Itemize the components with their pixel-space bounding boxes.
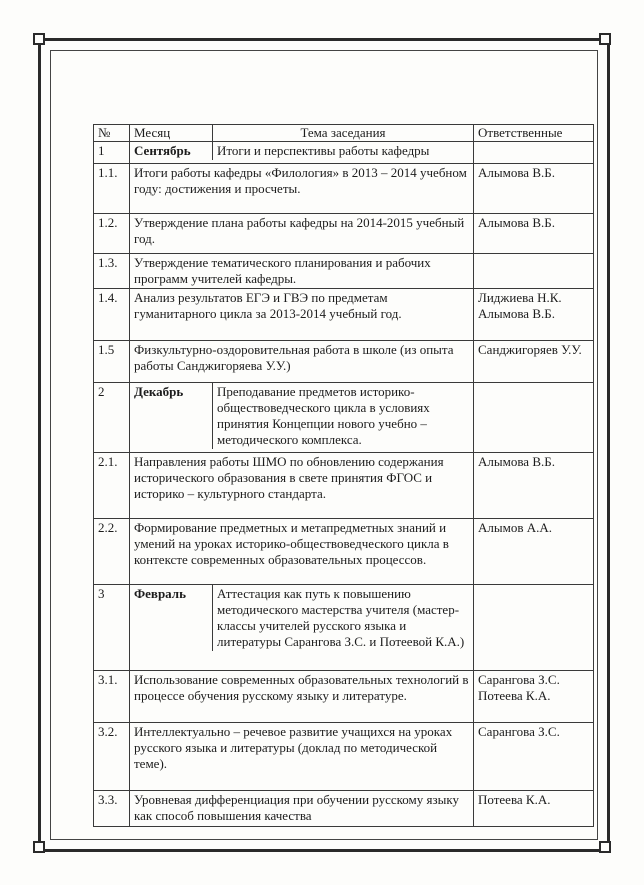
row-responsible: Алымова В.Б. [474,164,594,214]
row-responsible: Алымова В.Б. [474,453,594,519]
row-topic: Анализ результатов ЕГЭ и ГВЭ по предметам гуманитарного цикла за 2013-2014 учебный год. [130,289,474,341]
row-responsible [474,142,594,164]
row-topic: Итоги работы кафедры «Филология» в 2013 – 2014 учебном году: достижения и просчеты. [130,164,474,214]
row-num: 1.5 [94,341,130,383]
row-topic: Формирование предметных и метапредметных знаний и умений на уроках историко-обществоведческого цикла в контексте современных образовательных процессов. [130,519,474,585]
row-topic: Преподавание предметов историко-обществоведческого цикла в условиях принятия Концепции нового учебно – методического комплекса. [217,384,430,447]
table-row [94,723,594,791]
header-responsible: Ответственные [474,125,594,142]
table-row [94,254,594,289]
row-responsible [474,254,594,289]
row-topic: Интеллектуально – речевое развитие учащихся на уроках русского языка и литературы (доклад по методической теме). [130,723,474,791]
row-topic: Утверждение плана работы кафедры на 2014-2015 учебный год. [130,214,474,254]
row-num: 2 [94,383,130,453]
table-row [94,289,594,341]
row-num: 2.2. [94,519,130,585]
header-topic: Тема заседания [300,125,386,140]
table-row [94,585,594,671]
table-row [94,791,594,827]
row-num: 3.2. [94,723,130,791]
row-month: Февраль [130,585,213,651]
row-num: 1.4. [94,289,130,341]
header-num: № [94,125,130,142]
table-row [94,142,594,164]
row-responsible: Санджигоряев У.У. [474,341,594,383]
row-topic: Использование современных образовательных технологий в процессе обучения русскому языку и литературе. [130,671,474,723]
table-row [94,671,594,723]
border-corner-ornament [599,841,611,853]
row-responsible: Алымова В.Б. [474,214,594,254]
row-topic: Уровневая дифференциация при обучении русскому языку как способ повышения качества [130,791,474,827]
row-num: 1.2. [94,214,130,254]
row-responsible: Лиджиева Н.К. Алымова В.Б. [474,289,594,341]
row-num: 3.3. [94,791,130,827]
border-corner-ornament [599,33,611,45]
row-topic: Итоги и перспективы работы кафедры [217,143,430,158]
row-num: 1.1. [94,164,130,214]
row-num: 3.1. [94,671,130,723]
border-corner-ornament [33,33,45,45]
row-num: 3 [94,585,130,671]
table-row [94,453,594,519]
row-responsible [474,383,594,453]
row-topic: Аттестация как путь к повышению методического мастерства учителя (мастер- классы учителей русского языка и литературы Сарангова З.С. и Потеевой К.А.) [217,586,465,649]
header-month: Месяц [130,125,213,141]
row-topic: Утверждение тематического планирования и рабочих программ учителей кафедры. [130,254,474,289]
row-num: 1.3. [94,254,130,289]
table-row [94,383,594,453]
row-responsible: Сарангова З.С. [474,723,594,791]
table-row [94,519,594,585]
row-topic: Физкультурно-оздоровительная работа в школе (из опыта работы Санджигоряева У.У.) [130,341,474,383]
table-row [94,214,594,254]
row-responsible: Алымов А.А. [474,519,594,585]
table-header-row [94,125,594,142]
row-responsible: Сарангова З.С. Потеева К.А. [474,671,594,723]
row-topic: Направления работы ШМО по обновлению содержания исторического образования в свете принятия ФГОС и историко – культурного стандарта. [130,453,474,519]
row-num: 1 [94,142,130,164]
row-responsible: Потеева К.А. [474,791,594,827]
border-corner-ornament [33,841,45,853]
table-row [94,341,594,383]
row-month: Декабрь [130,383,213,449]
row-num: 2.1. [94,453,130,519]
row-month: Сентябрь [130,142,213,160]
table-row [94,164,594,214]
row-responsible [474,585,594,671]
meeting-plan-table [93,124,594,827]
